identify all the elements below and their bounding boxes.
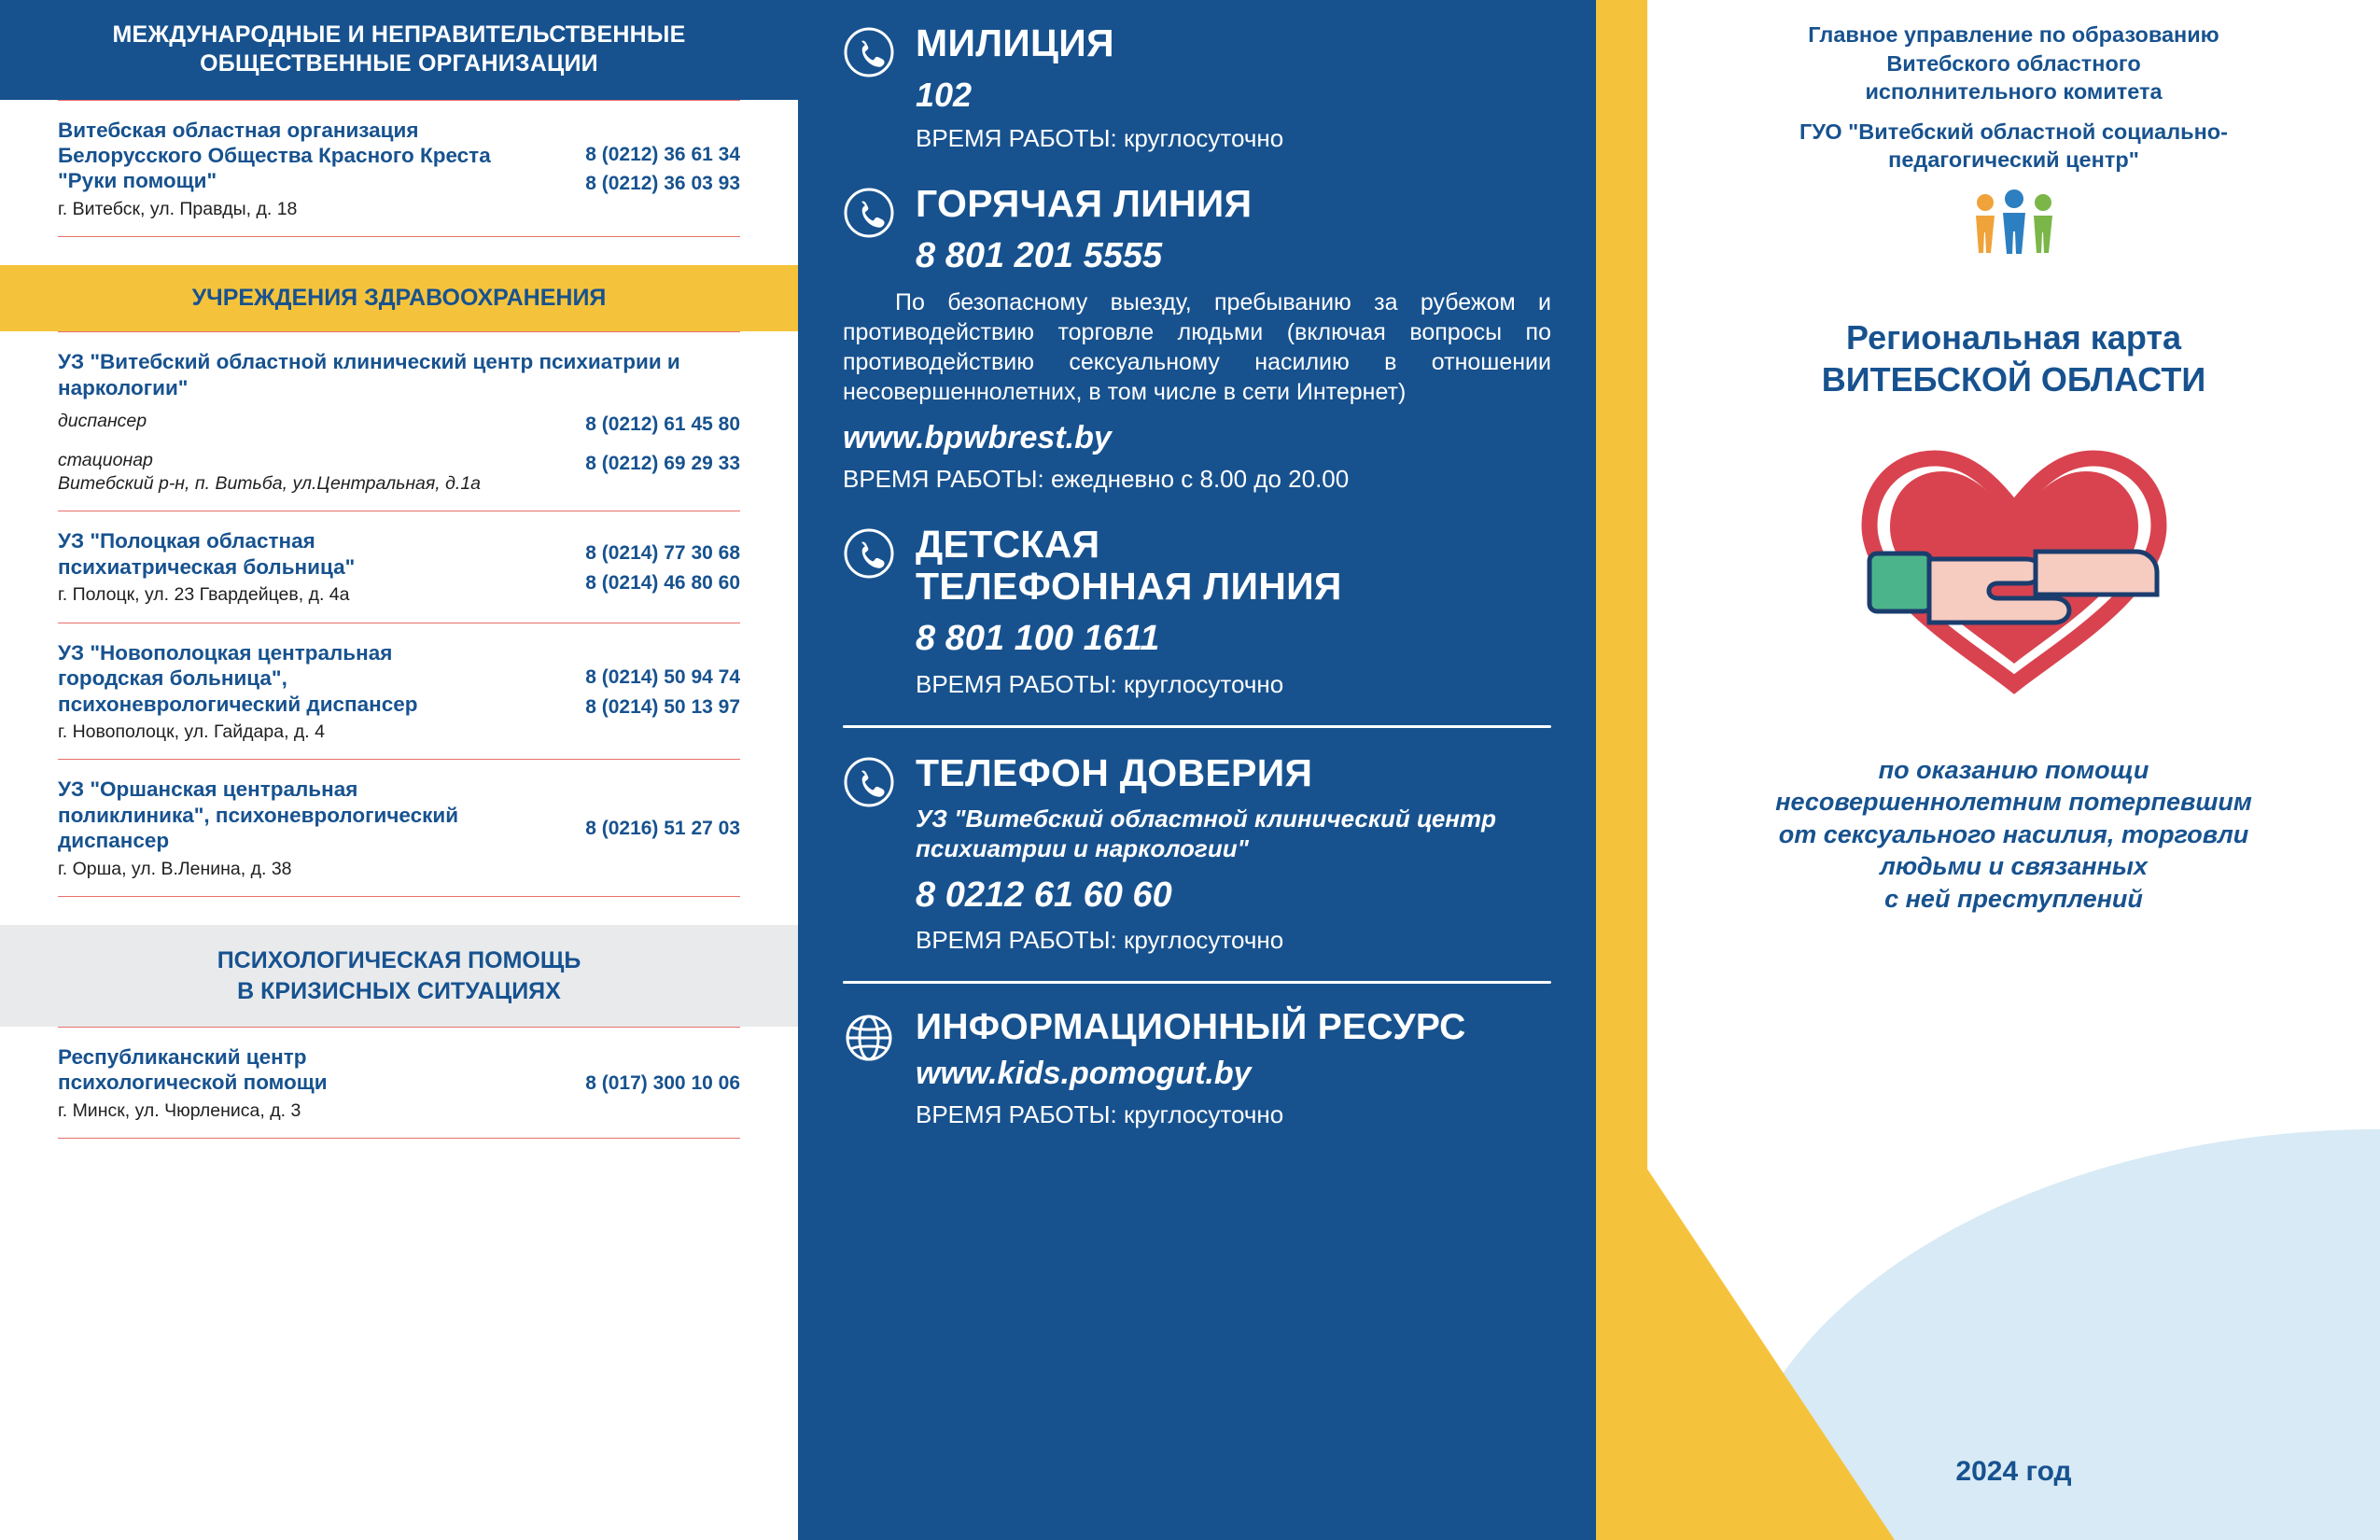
phone-number: 8 (0214) 46 80 60 bbox=[585, 571, 740, 594]
org-name: УЗ "Оршанская центральная поликлиника", психоневрологический диспансер bbox=[58, 777, 459, 853]
phone-icon bbox=[843, 187, 895, 239]
globe-icon bbox=[843, 1012, 895, 1064]
section-header-psych bbox=[0, 925, 798, 1027]
phone-number: 8 (0214) 50 94 74 bbox=[585, 666, 740, 689]
phone-number: 8 (0212) 36 61 34 bbox=[585, 143, 740, 165]
sub-entry-label: стационар Витебский р-н, п. Витьба, ул.Центральная, д.1а bbox=[58, 449, 482, 495]
block-url[interactable]: www.kids.pomogut.by bbox=[916, 1056, 1252, 1092]
psych-list bbox=[0, 1027, 798, 1139]
spacer bbox=[843, 155, 1551, 183]
block-title: ТЕЛЕФОН ДОВЕРИЯ bbox=[916, 750, 1313, 794]
organization-line-2: ГУО "Витебский областной социально- педагогический центр" bbox=[1799, 119, 2228, 173]
block-hours: ВРЕМЯ РАБОТЫ: ежедневно с 8.00 до 20.00 bbox=[843, 465, 1350, 494]
phone-icon bbox=[843, 527, 895, 580]
center-logo-icon bbox=[1679, 189, 2348, 257]
list-item bbox=[58, 1027, 740, 1139]
contact-block-trustline bbox=[843, 752, 1551, 957]
block-title: ГОРЯЧАЯ ЛИНИЯ bbox=[916, 181, 1253, 225]
list-item bbox=[58, 100, 740, 238]
section-header-health bbox=[0, 265, 798, 331]
phone-icon bbox=[843, 26, 895, 78]
list-item bbox=[58, 623, 740, 761]
block-subtitle: УЗ "Витебский областной клинический центр психиатрии и наркологии" bbox=[916, 804, 1496, 863]
block-hours: ВРЕМЯ РАБОТЫ: круглосуточно bbox=[916, 926, 1284, 955]
section-header-ngo bbox=[0, 0, 798, 100]
block-title: ИНФОРМАЦИОННЫЙ РЕСУРС bbox=[916, 1007, 1466, 1048]
sub-entry bbox=[58, 449, 740, 497]
page-title: Региональная карта ВИТЕБСКОЙ ОБЛАСТИ bbox=[1821, 317, 2206, 399]
block-url[interactable]: www.bpwbrest.by bbox=[843, 420, 1112, 456]
section-header-ngo-label: МЕЖДУНАРОДНЫЕ И НЕПРАВИТЕЛЬСТВЕННЫЕ ОБЩЕСТВЕННЫЕ ОРГАНИЗАЦИИ bbox=[112, 21, 686, 77]
phone-number: 8 (0212) 61 45 80 bbox=[585, 413, 740, 436]
phone-number: 8 (0214) 77 30 68 bbox=[585, 542, 740, 565]
org-address: г. Орша, ул. В.Ленина, д. 38 bbox=[58, 858, 292, 879]
org-address: г. Витебск, ул. Правды, д. 18 bbox=[58, 198, 298, 219]
org-name: УЗ "Новополоцкая центральная городская больница", психоневрологический диспансер bbox=[58, 640, 418, 716]
phone-icon bbox=[843, 756, 895, 808]
divider bbox=[843, 981, 1551, 984]
block-hours: ВРЕМЯ РАБОТЫ: круглосуточно bbox=[916, 669, 1284, 698]
block-paragraph: По безопасному выезду, пребыванию за рубежом и противодействию торговле людьми (включая вопросы по противодействию сексуальному насилию в отношении несовершеннолетних, в том числе в сети Интернет) bbox=[843, 289, 1551, 406]
right-column bbox=[1596, 0, 2380, 1540]
block-hours: ВРЕМЯ РАБОТЫ: круглосуточно bbox=[916, 1100, 1284, 1129]
left-column bbox=[0, 0, 798, 1540]
phone-number: 8 (0214) 50 13 97 bbox=[585, 695, 740, 718]
health-list bbox=[0, 331, 798, 897]
block-number: 8 0212 61 60 60 bbox=[916, 875, 1172, 915]
block-title: ДЕТСКАЯ ТЕЛЕФОННАЯ ЛИНИЯ bbox=[916, 523, 1342, 609]
center-column bbox=[798, 0, 1596, 1540]
block-hours: ВРЕМЯ РАБОТЫ: круглосуточно bbox=[916, 124, 1284, 153]
list-item bbox=[58, 511, 740, 623]
year-label: 2024 год bbox=[1955, 1456, 2072, 1487]
divider bbox=[843, 725, 1551, 728]
spacer bbox=[0, 237, 798, 265]
heart-hands-illustration bbox=[1679, 434, 2348, 700]
cover-description: по оказанию помощи несовершеннолетним потерпевшим от сексуального насилия, торговли людьми и связанных с ней преступлений bbox=[1775, 755, 2252, 913]
org-name: Витебская областная организация Белорусского Общества Красного Креста "Руки помощи" bbox=[58, 118, 491, 193]
org-address: г. Минск, ул. Чюрлениса, д. 3 bbox=[58, 1099, 301, 1121]
org-address: г. Новополоцк, ул. Гайдара, д. 4 bbox=[58, 721, 325, 742]
list-item bbox=[58, 331, 740, 511]
phone-number: 8 (017) 300 10 06 bbox=[585, 1072, 740, 1095]
list-item bbox=[58, 760, 740, 897]
sub-entry bbox=[58, 410, 740, 440]
org-name: УЗ "Витебский областной клинический центр психиатрии и наркологии" bbox=[58, 350, 680, 399]
sub-entry-label: диспансер bbox=[58, 411, 147, 432]
org-name: УЗ "Полоцкая областная психиатрическая больница" bbox=[58, 529, 356, 579]
block-number: 8 801 100 1611 bbox=[916, 619, 1160, 659]
org-address: г. Полоцк, ул. 23 Гвардейцев, д. 4а bbox=[58, 584, 350, 606]
section-header-health-label: УЧРЕЖДЕНИЯ ЗДРАВООХРАНЕНИЯ bbox=[191, 285, 607, 312]
section-header-psych-label: ПСИХОЛОГИЧЕСКАЯ ПОМОЩЬ В КРИЗИСНЫХ СИТУАЦИЯХ bbox=[217, 947, 581, 1004]
contact-block-hotline bbox=[843, 183, 1551, 496]
block-title: МИЛИЦИЯ bbox=[916, 21, 1114, 64]
block-number: 102 bbox=[916, 76, 973, 115]
contact-block-police bbox=[843, 22, 1551, 155]
organization-line-1: Главное управление по образованию Витебского областного исполнительного комитета bbox=[1808, 22, 2219, 105]
cover-content bbox=[1647, 0, 2380, 1540]
contact-block-childline bbox=[843, 524, 1551, 700]
block-number: 8 801 201 5555 bbox=[916, 235, 1163, 275]
phone-number: 8 (0216) 51 27 03 bbox=[585, 818, 740, 840]
spacer bbox=[843, 496, 1551, 524]
contact-block-info-resource bbox=[843, 1008, 1551, 1131]
phone-number: 8 (0212) 36 03 93 bbox=[585, 173, 740, 195]
org-name: Республиканский центр психологической помощи bbox=[58, 1045, 328, 1095]
spacer bbox=[0, 897, 798, 925]
phone-number: 8 (0212) 69 29 33 bbox=[585, 452, 740, 474]
ngo-list bbox=[0, 100, 798, 238]
